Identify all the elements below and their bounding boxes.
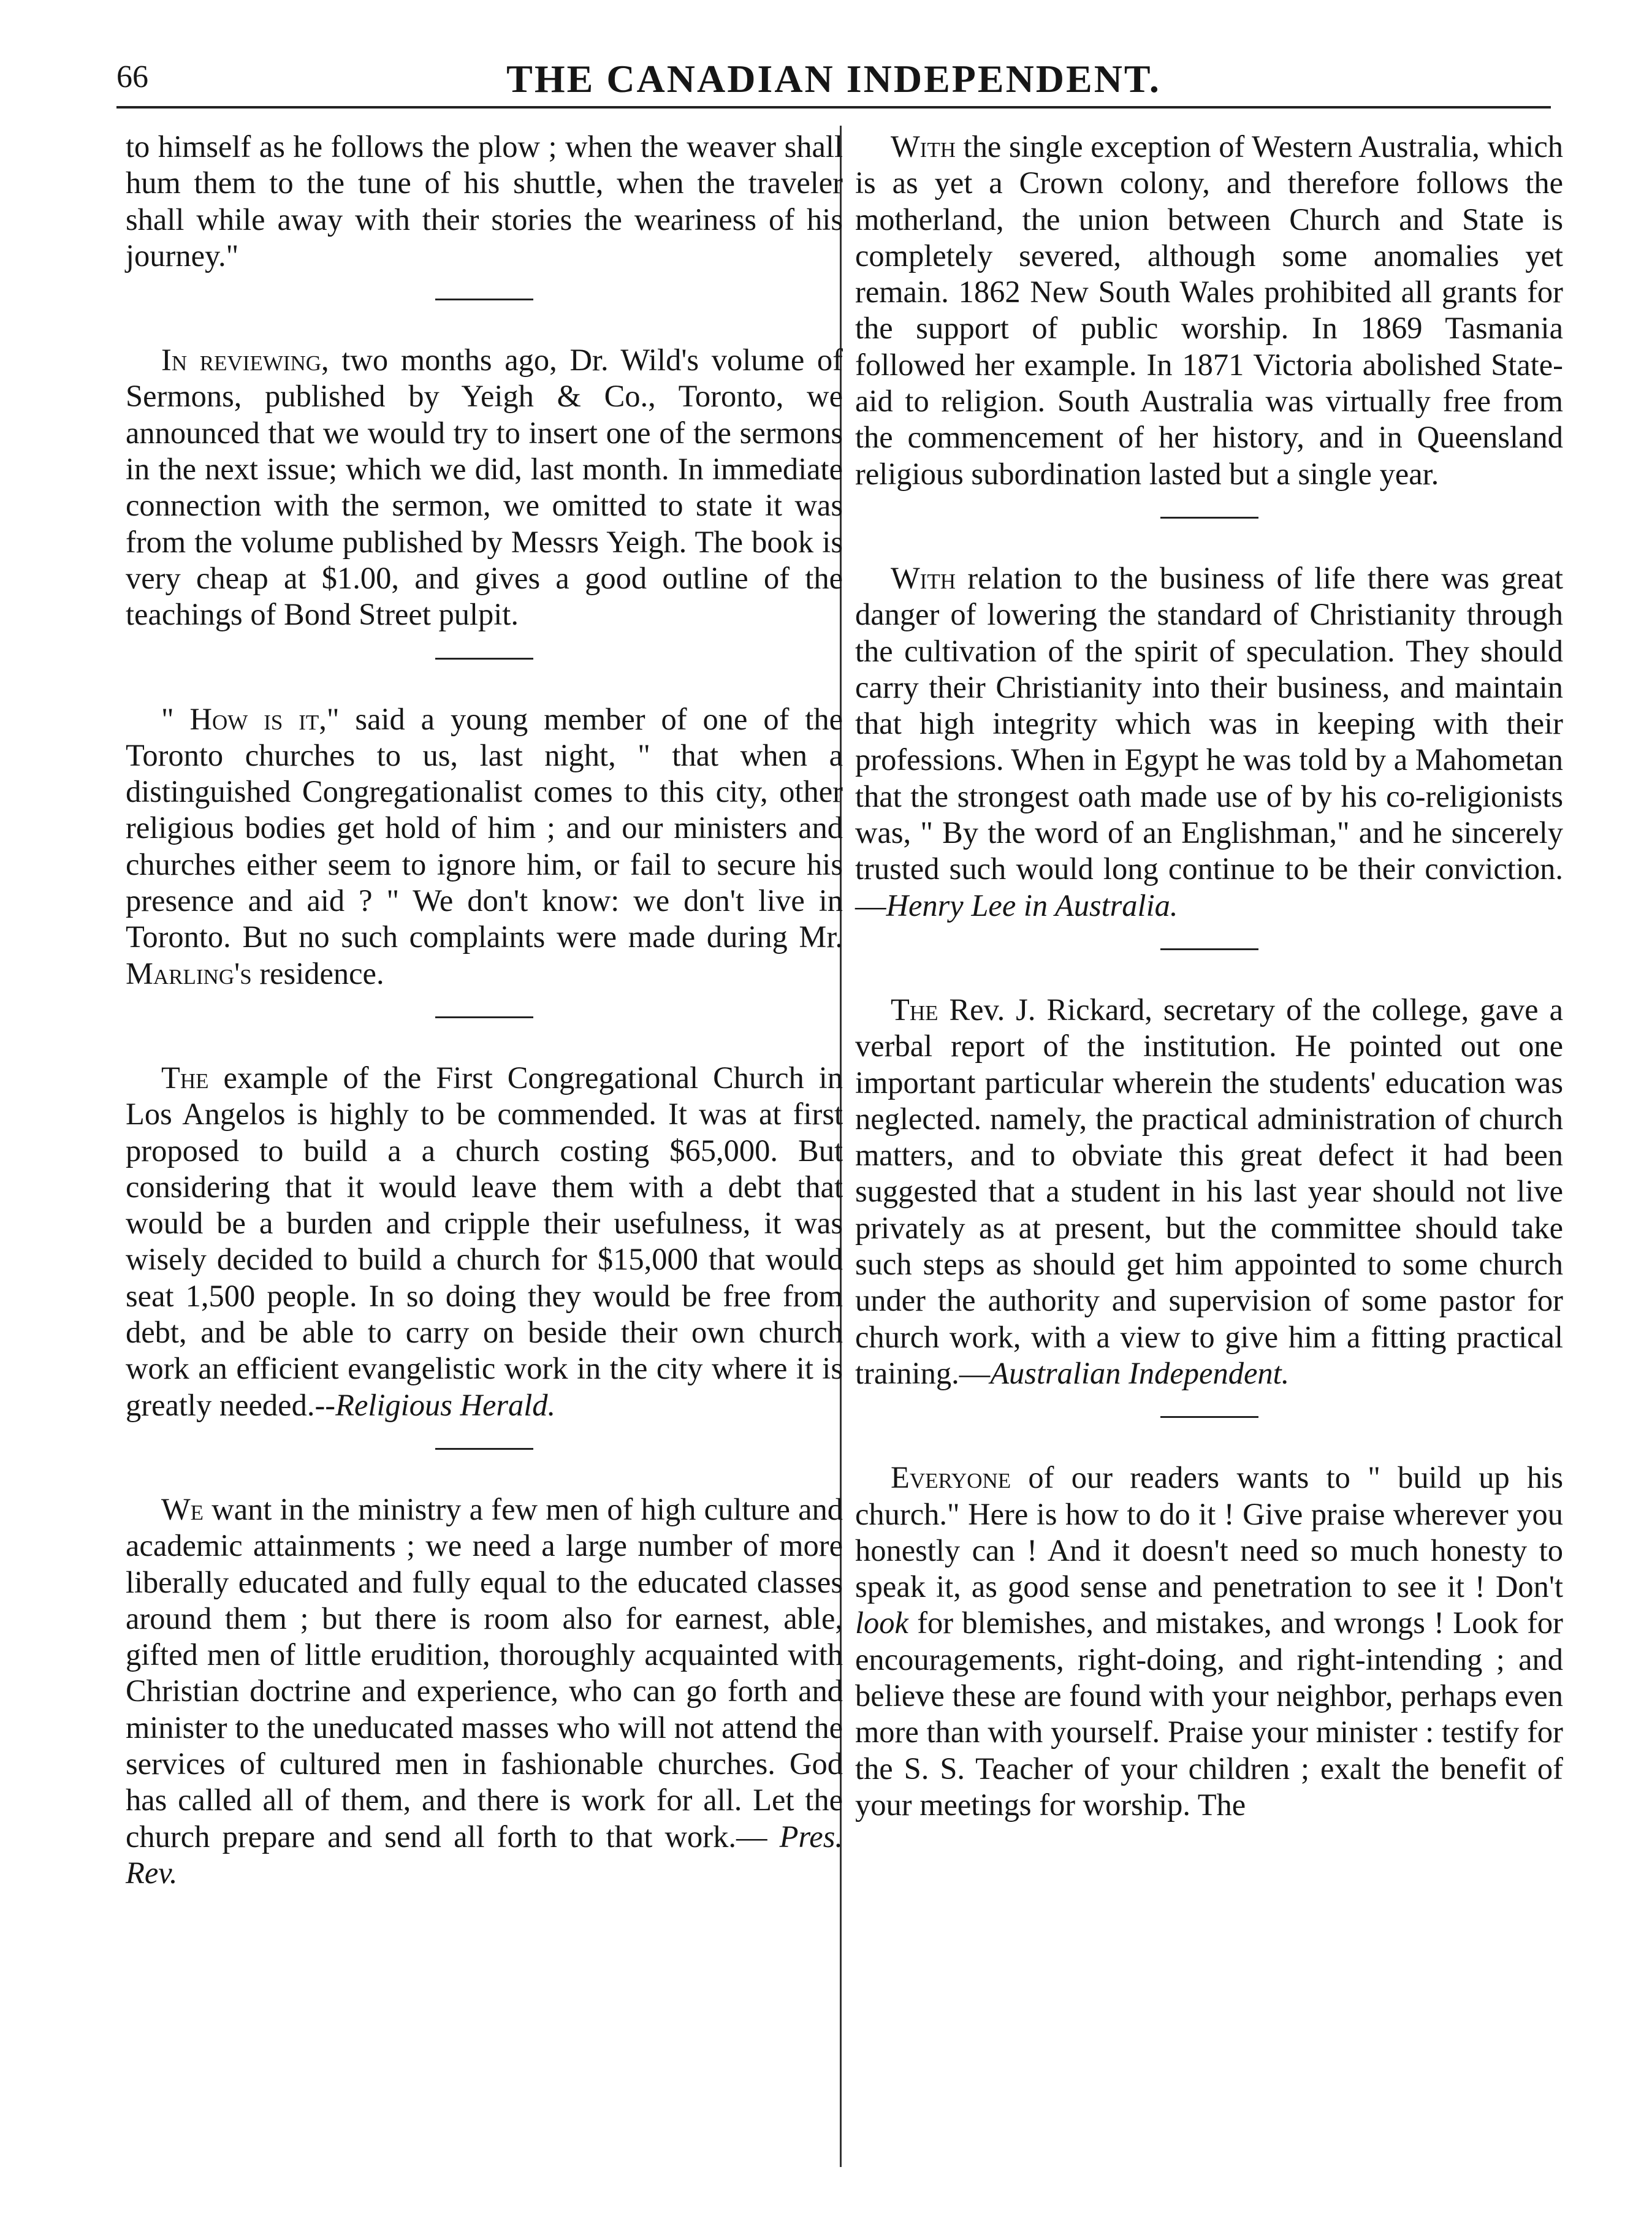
- person-name: Marling's: [126, 956, 252, 991]
- separator-rule: [435, 299, 533, 300]
- lead-words: " How is it,": [161, 701, 340, 736]
- paragraph-text: the single exception of Western Australia, which is as yet a Crown colony, and therefore follows the motherland, the union between Church and State is completely severed, although some anomalies yet remain. 1862 New South Wales prohibited all grants for the support of public worship. In 1869 Tasmania followed her example. In 1871 Victoria abolished State-aid to religion. South Australia was virtually free from the commencement of her history, and in Queensland religious subordination lasted but a single year.: [855, 129, 1563, 491]
- separator-rule: [435, 1016, 533, 1018]
- left-column: [126, 129, 843, 1891]
- page-header: [116, 56, 1551, 112]
- paragraph-text-end: residence.: [251, 956, 384, 991]
- paragraph-text: want in the ministry a few men of high culture and academic attainments ; we need a large number of more liberally educated and fully equal to the educated classes around them ; but there is room also for earnest, able, gifted men of little erudition, thoroughly acquainted with Christian doctrine and experience, who can go forth and minister to the uneducated masses who will not attend the services of cultured men in fashionable churches. God has called all of them, and there is work for all. Let the church prepare and send all forth to that work.—: [126, 1491, 843, 1854]
- emphasis-word: look: [855, 1605, 908, 1640]
- paragraph-text: Rev. J. Rickard, secretary of the college, gave a verbal report of the institution. He pointed out one important particular wherein the students' education was neglected. namely, the practical administration of church matters, and to obviate this great defect it had been suggested that a student in his last year should not live privately as at present, but the committee should take such steps as should get him appointed to some church under the authority and supervision of some pastor for church work, with a view to give him a fitting practical training.—: [855, 992, 1563, 1390]
- lead-words: In reviewing,: [161, 343, 329, 378]
- journal-title: THE CANADIAN INDEPENDENT.: [506, 57, 1161, 101]
- paragraph-australia: [855, 129, 1563, 492]
- lead-words: The: [891, 992, 938, 1027]
- separator-rule: [1160, 1416, 1258, 1418]
- paragraph-text-end: for blemishes, and mistakes, and wrongs ! Look for encouragements, right-doing, and right-intending ; and believe these are found with your neighbor, perhaps even more than with yourself. Praise your minister : testify for the S. S. Teacher of your children ; exalt the benefit of your meetings for worship. The: [855, 1605, 1563, 1822]
- paragraph-build-church: [855, 1460, 1563, 1823]
- source-citation: Pres. Rev.: [126, 1819, 843, 1890]
- page-number: 66: [116, 59, 148, 94]
- paragraph-text: two months ago, Dr. Wild's volume of Sermons, published by Yeigh & Co., Toronto, we announced that we would try to insert one of the sermons in the next issue; which we did, last month. In immediate connection with the sermon, we omitted to state it was from the volume published by Messrs Yeigh. The book is very cheap at $1.00, and gives a good outline of the teachings of Bond Street pulpit.: [126, 343, 843, 632]
- separator-rule: [435, 1448, 533, 1450]
- lead-words: We: [161, 1491, 204, 1526]
- paragraph-how-is-it: [126, 701, 843, 992]
- separator-rule: [1160, 948, 1258, 950]
- paragraph-rickard: [855, 992, 1563, 1392]
- paragraph-text: of our readers wants to " build up his church." Here is how to do it ! Give praise wherever you honestly can ! And it doesn't need so much honesty to speak it, as good sense and penetration to see it ! Don't: [855, 1460, 1563, 1604]
- source-citation: Henry Lee in Australia.: [886, 888, 1178, 923]
- paragraph-text: relation to the business of life there was great danger of lowering the standard of Christianity through the cultivation of the spirit of speculation. They should carry their Christianity into their business, and maintain that high integrity which was in keeping with their professions. When in Egypt he was told by a Mahometan that the strongest oath made use of by his co-religionists was, " By the word of an Englishman," and he sincerely trusted such would long continue to be their conviction.—: [855, 560, 1563, 923]
- source-citation: Religious Herald.: [335, 1387, 556, 1422]
- source-citation: Australian Independent.: [990, 1355, 1290, 1390]
- lead-words: Everyone: [891, 1460, 1011, 1495]
- paragraph-text: said a young member of one of the Toronto churches to us, last night, " that when a distinguished Congregationalist comes to this city, other religious bodies get hold of him ; and our ministers and churches either seem to ignore him, or fail to secure his presence and aid ? " We don't know: we don't live in Toronto. But no such complaints were made during Mr.: [126, 701, 843, 954]
- lead-words: With: [891, 560, 956, 595]
- header-rule: [116, 106, 1551, 109]
- right-column: [855, 129, 1563, 1823]
- paragraph-text: example of the First Congregational Church in Los Angelos is highly to be commended. It was at first proposed to build a a church costing $65,000. But considering that it would leave them with a debt that would be a burden and cripple their usefulness, it was wisely decided to build a church for $15,000 that would seat 1,500 people. In so doing they would be free from debt, and be able to carry on beside their own church work an efficient evangelistic work in the city where it is greatly needed.--: [126, 1060, 843, 1422]
- lead-words: With: [891, 129, 956, 164]
- separator-rule: [1160, 517, 1258, 519]
- paragraph-los-angelos: [126, 1060, 843, 1423]
- paragraph-ministry: [126, 1491, 843, 1891]
- separator-rule: [435, 658, 533, 660]
- lead-words: The: [161, 1060, 209, 1095]
- paragraph-continued: to himself as he follows the plow ; when the weaver shall hum them to the tune of his shuttle, when the traveler shall while away with their stories the weariness of his journey.": [126, 129, 843, 273]
- paragraph-reviewing: [126, 342, 843, 633]
- paragraph-business: [855, 560, 1563, 924]
